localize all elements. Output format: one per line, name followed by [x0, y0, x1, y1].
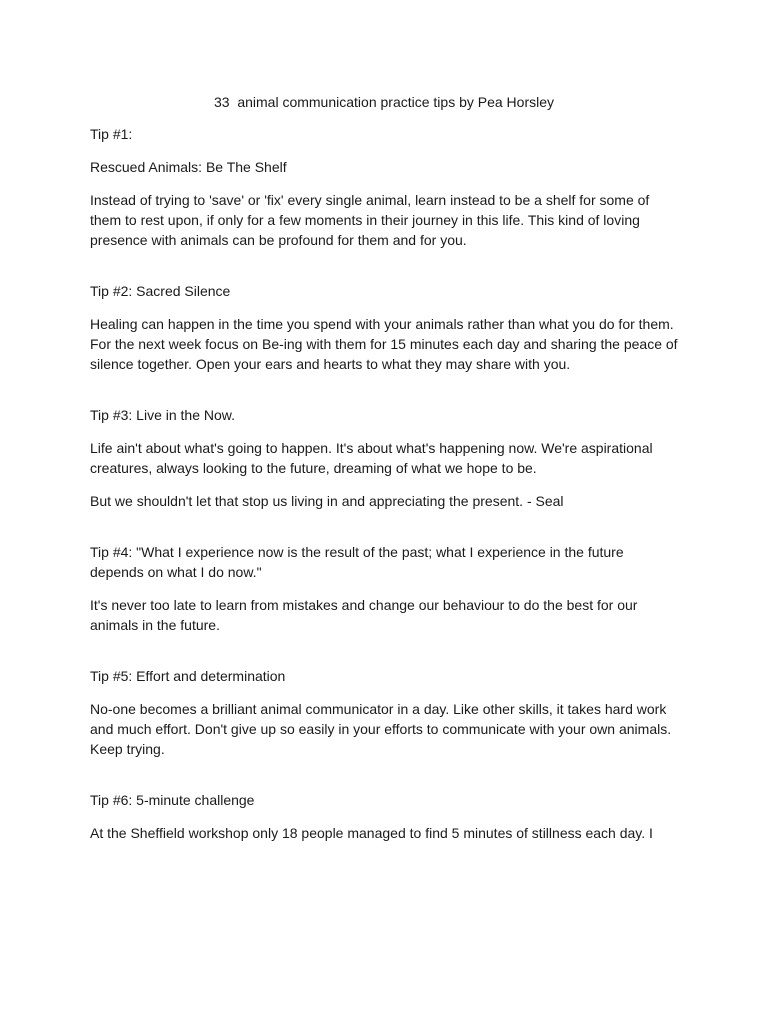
tip-4-body: It's never too late to learn from mistakes and change our behaviour to do the best for our animals in the future. — [90, 597, 638, 633]
tip-4-heading: Tip #4: "What I experience now is the result of the past; what I experience in the future depends on what I do now." — [90, 544, 624, 580]
tip-5-body: No-one becomes a brilliant animal communicator in a day. Like other skills, it takes hard work and much effort. Don't give up so easily in your efforts to communicate with your own animals. Keep trying. — [90, 701, 672, 757]
tip-2-body: Healing can happen in the time you spend with your animals rather than what you do for them. For the next week focus on Be-ing with them for 15 minutes each day and sharing the peace of silence together. Open your ears and hearts to what they may share with you. — [90, 316, 678, 372]
tip-6-heading: Tip #6: 5-minute challenge — [90, 792, 255, 808]
tip-2-heading: Tip #2: Sacred Silence — [90, 283, 231, 299]
tip-6-body: At the Sheffield workshop only 18 people managed to find 5 minutes of stillness each day. I — [90, 825, 653, 841]
tip-3-heading: Tip #3: Live in the Now. — [90, 407, 236, 423]
tip-1-title: Rescued Animals: Be The Shelf — [90, 159, 287, 175]
tip-1-heading: Tip #1: — [90, 126, 133, 142]
tip-3-quote: But we shouldn't let that stop us living in and appreciating the present. - Seal — [90, 493, 564, 509]
document-title: 33 animal communication practice tips by Pea Horsley — [213, 94, 555, 110]
tip-5-heading: Tip #5: Effort and determination — [90, 668, 286, 684]
tip-3-body: Life ain't about what's going to happen. It's about what's happening now. We're aspirational creatures, always looking to the future, dreaming of what we hope to be. — [90, 440, 653, 476]
document-body — [90, 124, 680, 856]
tip-1-body: Instead of trying to 'save' or 'fix' every single animal, learn instead to be a shelf for some of them to rest upon, if only for a few moments in their journey in this life. This kind of loving presence with animals can be profound for them and for you. — [90, 192, 650, 248]
